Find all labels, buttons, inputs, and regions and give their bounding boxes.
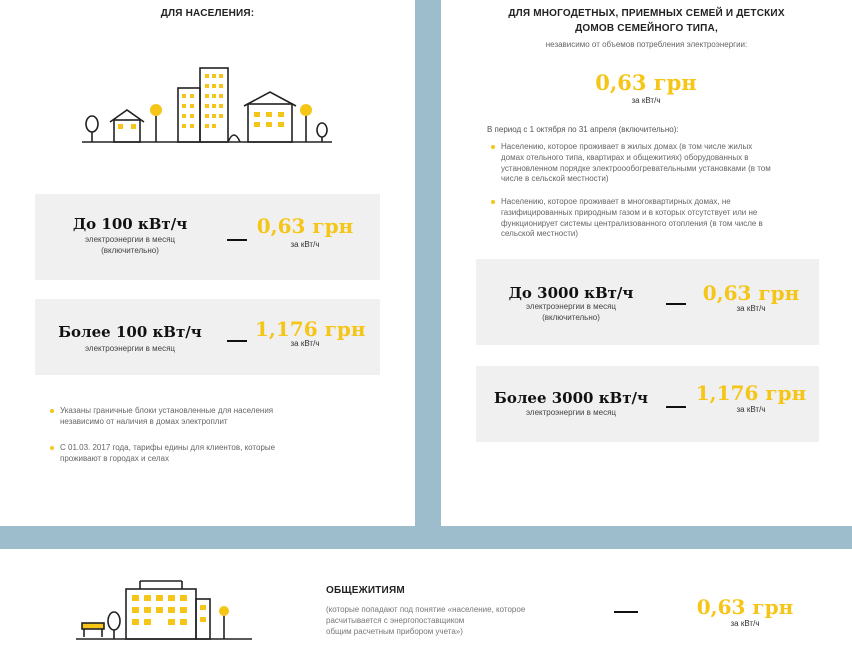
bullet-dot-icon <box>50 446 54 450</box>
tier-unit: за кВт/ч <box>290 339 320 348</box>
tier-price: 0,63 грн <box>256 214 354 238</box>
tier-price: 1,176 грн <box>695 381 807 405</box>
tier-price: 0,63 грн <box>702 281 800 305</box>
dormitories-description: (которые попадают под понятие «население, которое расчитывается с энергопоставщиком общим расчетным прибором учета») <box>326 605 526 636</box>
dash-divider <box>227 239 247 241</box>
city-illustration-icon <box>80 62 335 146</box>
tier-unit: за кВт/ч <box>290 240 320 249</box>
tier-note-extra: (включительно) <box>542 313 600 322</box>
tier-note: электроэнергии в месяц <box>526 408 616 417</box>
period-label: В период с 1 октября по 31 апреля (включительно): <box>487 125 679 134</box>
flat-price: 0,63 грн <box>595 70 697 95</box>
tier-title: Более 100 кВт/ч <box>58 323 202 341</box>
dash-divider <box>666 303 686 305</box>
dormitories-panel <box>0 549 852 654</box>
tier-note: электроэнергии в месяц <box>526 302 616 311</box>
tariff-box-up-to-3000 <box>476 259 819 345</box>
dormitories-unit: за кВт/ч <box>730 619 760 628</box>
bullet-dot-icon <box>491 200 495 204</box>
tariff-box-up-to-100 <box>35 194 380 280</box>
dormitories-price: 0,63 грн <box>696 595 794 619</box>
large-families-title-line1: ДЛЯ МНОГОДЕТНЫХ, ПРИЕМНЫХ СЕМЕЙ И ДЕТСКИХ <box>508 8 785 19</box>
tier-price: 1,176 грн <box>255 317 366 341</box>
flat-price-unit: за кВт/ч <box>631 96 661 105</box>
note-item: Указаны граничные блоки установленные для населения независимо от наличия в домах электроплит <box>60 406 360 428</box>
tariff-box-over-3000 <box>476 366 819 442</box>
tier-note: электроэнергии в месяц <box>85 344 175 353</box>
dash-divider <box>614 611 638 613</box>
tariff-box-over-100 <box>35 299 380 375</box>
dash-divider <box>666 406 686 408</box>
large-families-panel <box>441 0 852 526</box>
tier-title: Более 3000 кВт/ч <box>494 389 648 407</box>
tier-unit: за кВт/ч <box>736 405 766 414</box>
note-item: С 01.03. 2017 года, тарифы едины для клиентов, которые проживают в городах и селах <box>60 443 360 465</box>
bullet-dot-icon <box>50 409 54 413</box>
large-families-title-line2: ДОМОВ СЕМЕЙНОГО ТИПА, <box>575 23 718 34</box>
dormitory-illustration-icon <box>76 577 256 643</box>
population-title: ДЛЯ НАСЕЛЕНИЯ: <box>160 8 255 19</box>
tier-title: До 3000 кВт/ч <box>508 284 634 302</box>
tier-title: До 100 кВт/ч <box>72 215 188 233</box>
tier-note: электроэнергии в месяц <box>85 235 175 244</box>
dash-divider <box>227 340 247 342</box>
population-panel <box>0 0 415 526</box>
dormitories-title: ОБЩЕЖИТИЯМ <box>326 585 405 596</box>
large-families-subtitle: независимо от объемов потребления электроэнергии: <box>545 40 748 49</box>
bullet-dot-icon <box>491 145 495 149</box>
tier-note-extra: (включительно) <box>101 246 159 255</box>
tier-unit: за кВт/ч <box>736 304 766 313</box>
condition-item: Населению, которое проживает в жилых домах (в том числе жилых домах отельного типа, квартирах и общежитиях) оборудованных в установленном порядке электроообогревательными установками (в том числе в сельской местности) <box>501 142 836 185</box>
condition-item: Населению, которое проживает в многоквартирных домах, не газифицированных природным газом и в которых отсутствует или не функционирует системы централизованного отопления (в том числе в сельской местности) <box>501 197 836 240</box>
